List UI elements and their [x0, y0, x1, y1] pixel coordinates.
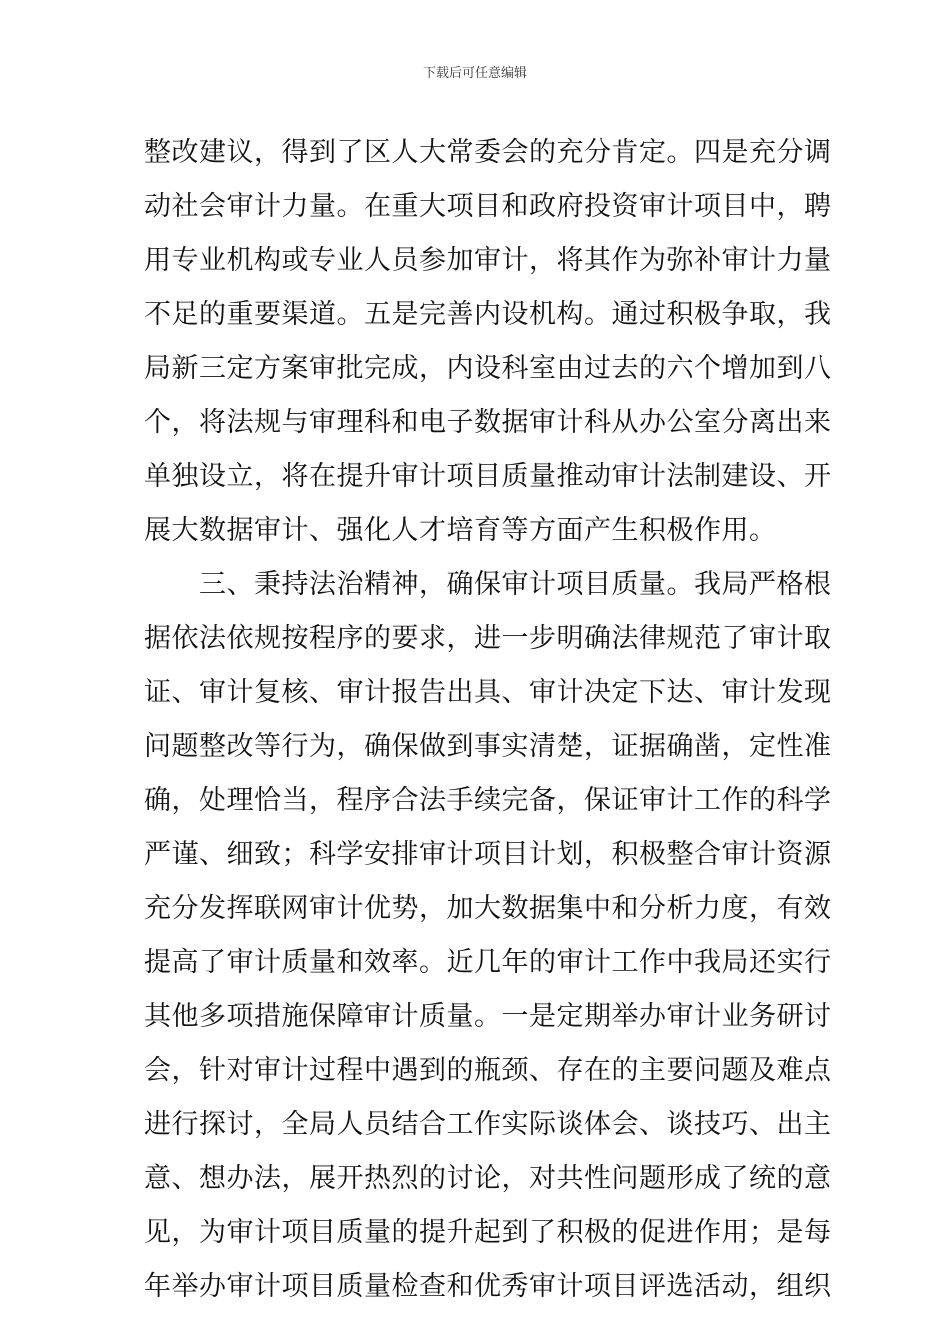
text-line: 整改建议，得到了区人大常委会的充分肯定。四是充分调 [144, 137, 832, 168]
text-line: 确，处理恰当，程序合法手续完备，保证审计工作的科学 [144, 785, 832, 816]
text-line: 个，将法规与审理科和电子数据审计科从办公室分离出来 [144, 407, 832, 438]
text-line: 见，为审计项目质量的提升起到了积极的促进作用；是每 [144, 1217, 832, 1248]
text-line: 年举办审计项目质量检查和优秀审计项目评选活动，组织 [144, 1271, 832, 1302]
text-line: 局新三定方案审批完成，内设科室由过去的六个增加到八 [144, 353, 832, 384]
text-line: 不足的重要渠道。五是完善内设机构。通过积极争取，我 [144, 299, 832, 330]
text-line: 动社会审计力量。在重大项目和政府投资审计项目中，聘 [144, 191, 832, 222]
text-line: 提高了审计质量和效率。近几年的审计工作中我局还实行 [144, 947, 832, 978]
text-line: 单独设立，将在提升审计项目质量推动审计法制建设、开 [144, 461, 832, 492]
text-line: 会，针对审计过程中遇到的瓶颈、存在的主要问题及难点 [144, 1055, 832, 1086]
text-line: 据依法依规按程序的要求，进一步明确法律规范了审计取 [144, 623, 832, 654]
text-line: 充分发挥联网审计优势，加大数据集中和分析力度，有效 [144, 893, 832, 924]
text-line: 问题整改等行为，确保做到事实清楚，证据确凿，定性准 [144, 731, 832, 762]
paragraph-start-line: 三、秉持法治精神，确保审计项目质量。我局严格根 [144, 569, 832, 600]
page-header: 下载后可任意编辑 [422, 66, 527, 81]
text-line: 其他多项措施保障审计质量。一是定期举办审计业务研讨 [144, 1001, 832, 1032]
text-line: 进行探讨，全局人员结合工作实际谈体会、谈技巧、出主 [144, 1109, 832, 1140]
text-line: 意、想办法，展开热烈的讨论，对共性问题形成了统的意 [144, 1163, 832, 1194]
text-line: 展大数据审计、强化人才培育等方面产生积极作用。 [144, 515, 777, 546]
text-line: 严谨、细致；科学安排审计项目计划，积极整合审计资源 [144, 839, 832, 870]
text-line: 用专业机构或专业人员参加审计，将其作为弥补审计力量 [144, 245, 832, 276]
body-text [144, 126, 832, 1314]
text-line: 证、审计复核、审计报告出具、审计决定下达、审计发现 [144, 677, 832, 708]
